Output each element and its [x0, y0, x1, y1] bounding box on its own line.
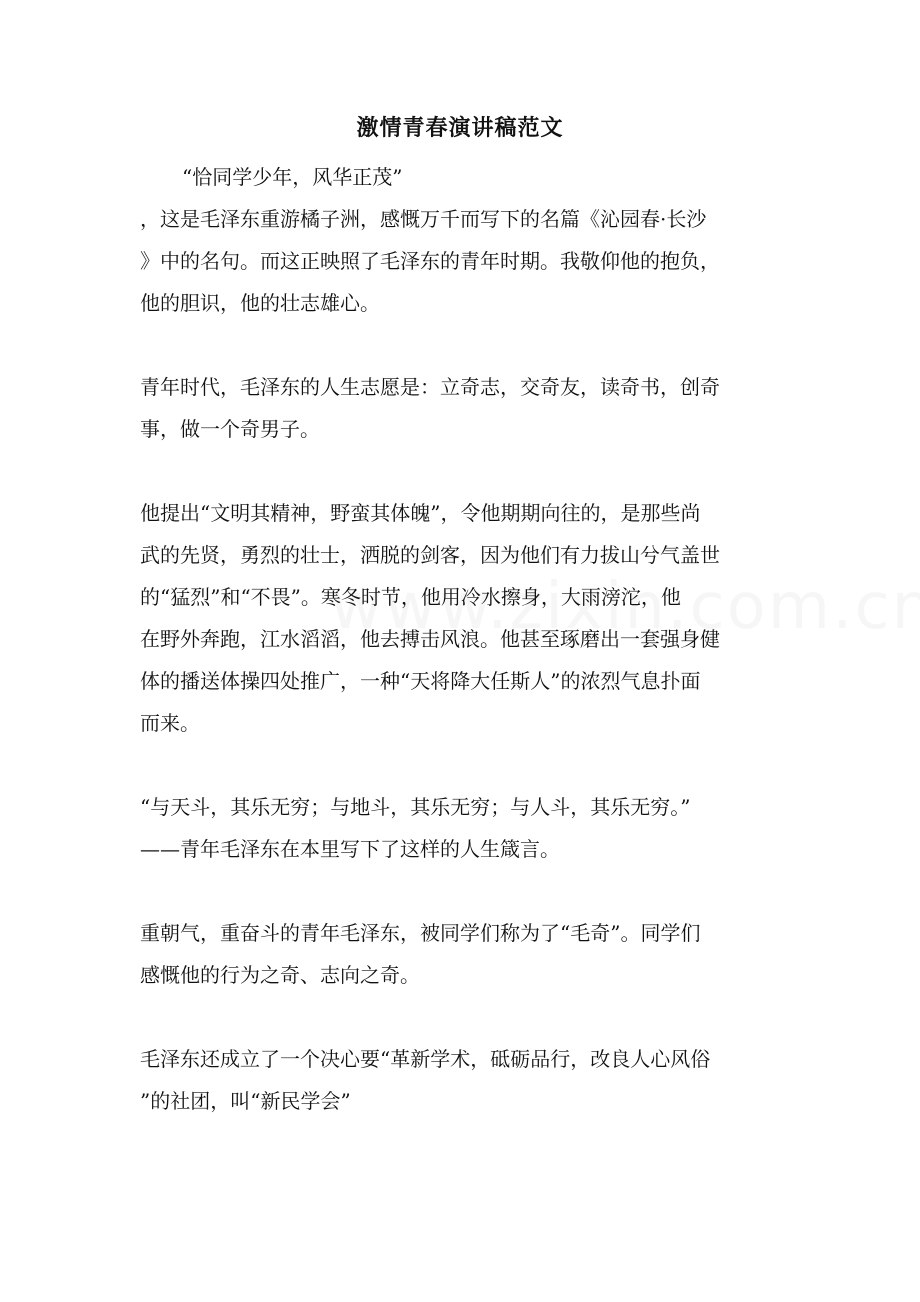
opening-quote: “恰同学少年，风华正茂”: [182, 165, 403, 189]
paragraph-intro: ，这是毛泽东重游橘子洲，感慨万千而写下的名篇《沁园春·长沙 》中的名句。而这正映照了毛泽东的青年时期。我敬仰他的抱负， 他的胆识，他的壮志雄心。: [140, 207, 720, 315]
paragraph-aspiration: 青年时代，毛泽东的人生志愿是：立奇志，交奇友，读奇书，创奇 事，做一个奇男子。: [140, 375, 720, 441]
paragraph-society: 毛泽东还成立了一个决心要“革新学术，砥砺品行，改良人心风俗 ”的社团，叫“新民学会”: [140, 1047, 711, 1113]
paragraph-nickname: 重朝气，重奋斗的青年毛泽东，被同学们称为了“毛奇”。同学们 感慨他的行为之奇、志向之奇。: [140, 921, 701, 987]
document-body: [140, 156, 772, 1122]
document-title: 激情青春演讲稿范文: [356, 115, 564, 141]
paragraph-motto: “与天斗，其乐无穷；与地斗，其乐无穷；与人斗，其乐无穷。” ——青年毛泽东在本里写下了这样的人生箴言。: [140, 795, 691, 861]
paragraph-fitness: 他提出“文明其精神，野蛮其体魄”，令他期期向往的，是那些尚 武的先贤，勇烈的壮士，洒脱的剑客，因为他们有力拔山兮气盖世 的“猛烈”和“不畏”。寒冬时节，他用冷水擦身，大雨滂沱，他 在野外奔跑，江水滔滔，他去搏击风浪。他甚至琢磨出一套强身健 体的播送体操四处推广，一种“天将降大任斯人”的浓烈气息扑面 而来。: [140, 501, 720, 735]
